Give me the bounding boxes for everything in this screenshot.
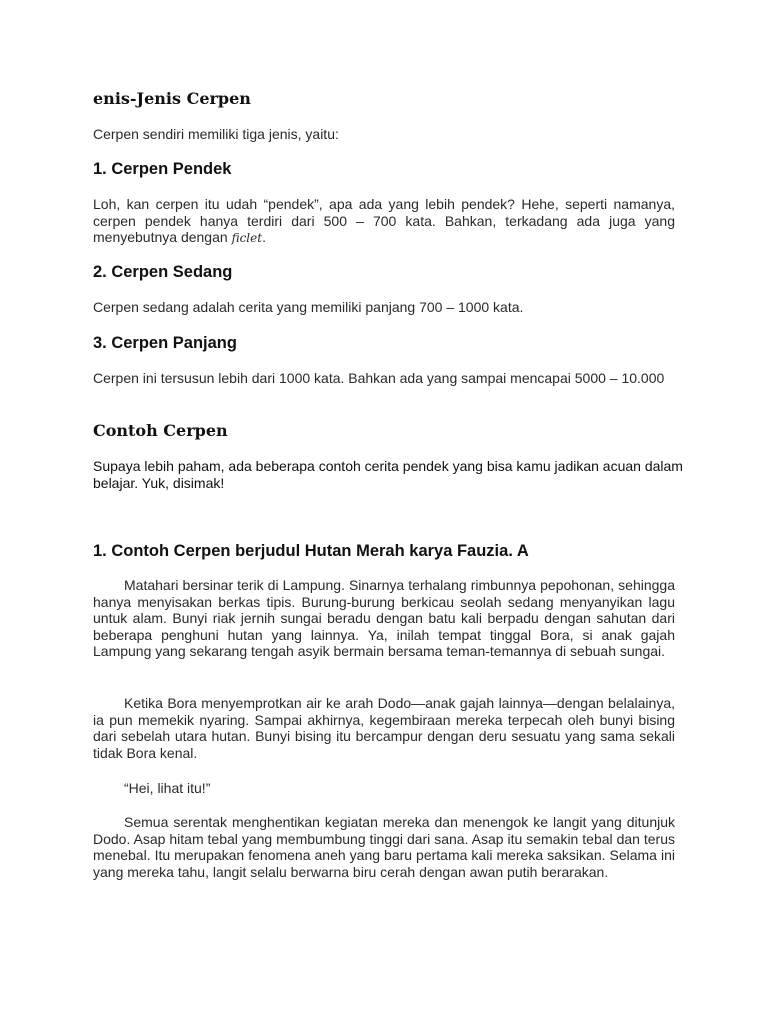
heading-contoh-cerpen: Contoh Cerpen — [93, 421, 228, 440]
heading-jenis-cerpen: enis-Jenis Cerpen — [93, 89, 251, 108]
heading-cerpen-sedang: 2. Cerpen Sedang — [93, 263, 233, 281]
story-title: 1. Contoh Cerpen berjudul Hutan Merah karya Fauzia. A — [93, 542, 529, 560]
story-dialogue: “Hei, lihat itu!” — [124, 780, 211, 796]
heading-cerpen-pendek: 1. Cerpen Pendek — [93, 160, 232, 178]
heading-cerpen-panjang: 3. Cerpen Panjang — [93, 334, 237, 352]
paragraph-cerpen-sedang: Cerpen sedang adalah cerita yang memiliki panjang 700 – 1000 kata. — [93, 299, 524, 315]
story-paragraph: Matahari bersinar terik di Lampung. Sinarnya terhalang rimbunnya pepohonan, sehingga hanya menyisakan berkas tipis. Burung-burung berkicau seolah sedang menyanyikan lagu untuk alam. Bunyi riak jernih sungai beradu dengan batu kali berpadu dengan sahutan dari beberapa penghuni hutan yang lainnya. Ya, inilah tempat tinggal Bora, si anak gajah Lampung yang sekarang tengah asyik bermain bersama teman-temannya di sebuah sungai. — [93, 577, 675, 660]
paragraph-cerpen-pendek-end: . — [262, 229, 266, 246]
paragraph-cerpen-pendek-text: Loh, kan cerpen itu udah “pendek”, apa ada yang lebih pendek? Hehe, seperti namanya, cerpen pendek hanya terdiri dari 500 – 700 kata. Bahkan, terkadang ada juga yang menyebutnya dengan — [93, 196, 675, 246]
paragraph-cerpen-pendek — [93, 196, 675, 247]
story-paragraph: Ketika Bora menyemprotkan air ke arah Dodo—anak gajah lainnya—dengan belalainya, ia pun memekik nyaring. Sampai akhirnya, kegembiraan mereka terpecah oleh bunyi bising dari sebelah utara hutan. Bunyi bising itu bercampur dengan deru sesuatu yang sama sekali tidak Bora kenal. — [93, 695, 675, 761]
paragraph-cerpen-panjang: Cerpen ini tersusun lebih dari 1000 kata. Bahkan ada yang sampai mencapai 5000 – 10.000 — [93, 370, 665, 386]
ficlet-term: ficlet — [231, 231, 263, 246]
contoh-intro-paragraph: Supaya lebih paham, ada beberapa contoh cerita pendek yang bisa kamu jadikan acuan dalam belajar. Yuk, disimak! — [93, 458, 683, 491]
intro-paragraph: Cerpen sendiri memiliki tiga jenis, yaitu: — [93, 126, 339, 142]
story-paragraph: Semua serentak menghentikan kegiatan mereka dan menengok ke langit yang ditunjuk Dodo. Asap hitam tebal yang membumbung tinggi dari sana. Asap itu semakin tebal dan terus menebal. Itu merupakan fenomena aneh yang baru pertama kali mereka saksikan. Selama ini yang mereka tahu, langit selalu berwarna biru cerah dengan awan putih berarakan. — [93, 814, 675, 880]
